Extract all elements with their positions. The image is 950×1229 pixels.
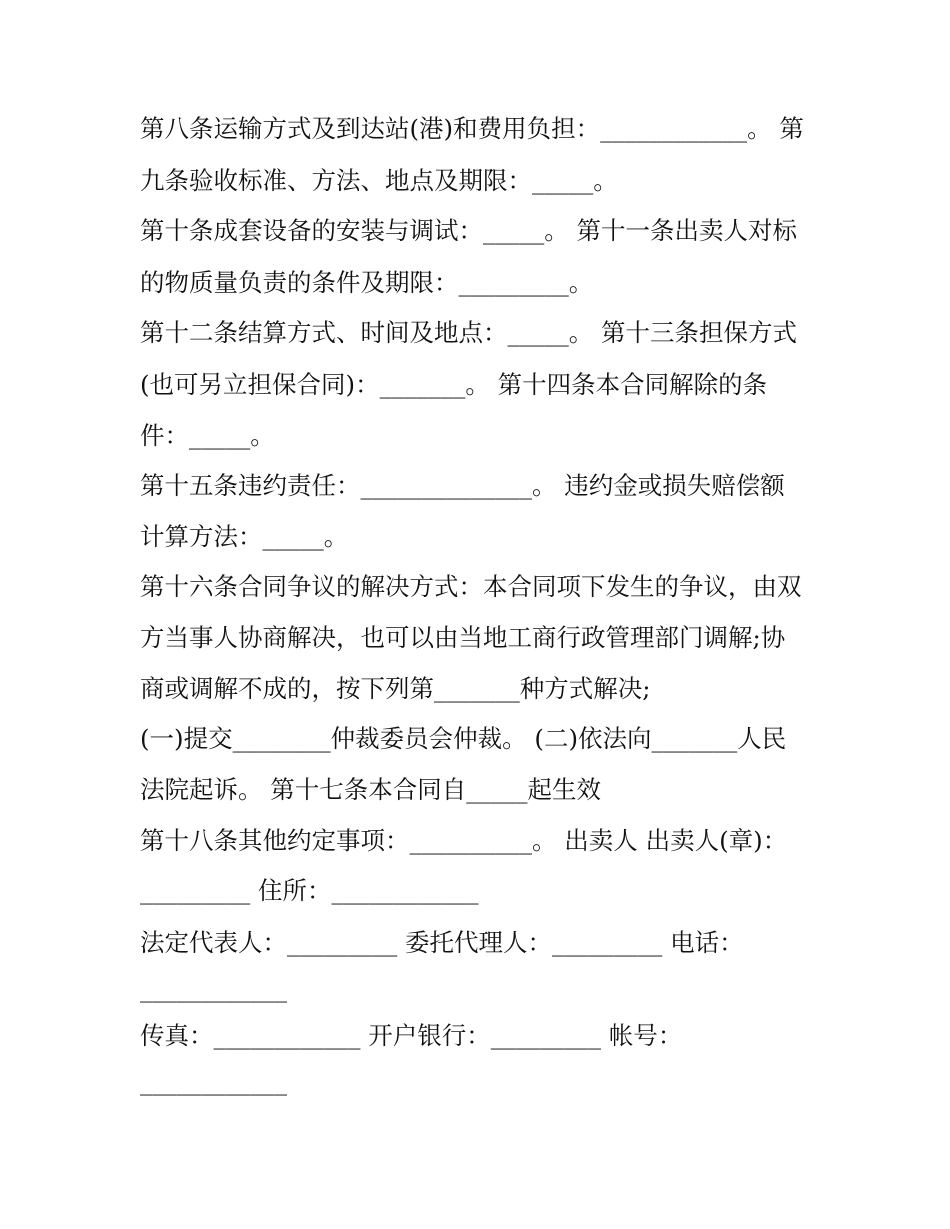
text-line: 法定代表人：_________ 委托代理人：_________ 电话： — [140, 928, 744, 957]
text-line: (也可另立担保合同)：_______。 第十四条本合同解除的条 — [140, 370, 768, 399]
text-line: 方当事人协商解决，也可以由当地工商行政管理部门调解;协 — [140, 623, 786, 652]
text-line: 法院起诉。 第十七条本合同自_____起生效 — [140, 775, 602, 804]
text-line: ____________ — [140, 1067, 287, 1096]
text-line: 第十六条合同争议的解决方式：本合同项下发生的争议，由双 — [140, 572, 802, 601]
text-line: 的物质量负责的条件及期限：_________。 — [140, 268, 594, 297]
text-line: _________ 住所：____________ — [140, 876, 479, 905]
text-line: 第十五条违约责任：______________。 违约金或损失赔偿额 — [140, 471, 785, 500]
text-line: (一)提交________仲裁委员会仲裁。 (二)依法向_______人民 — [140, 724, 787, 753]
text-line: 第八条运输方式及到达站(港)和费用负担：____________。 第 — [140, 114, 804, 143]
text-line: 九条验收标准、方法、地点及期限：_____。 — [140, 166, 618, 195]
text-line: 第十条成套设备的安装与调试：_____。 第十一条出卖人对标 — [140, 216, 798, 245]
text-line: 件：_____。 — [140, 421, 275, 450]
text-line: 第十八条其他约定事项：__________。 出卖人 出卖人(章)： — [140, 826, 788, 855]
text-line: 第十二条结算方式、时间及地点：_____。 第十三条担保方式 — [140, 318, 798, 347]
text-line: ____________ — [140, 974, 287, 1003]
text-line: 商或调解不成的，按下列第_______种方式解决; — [140, 674, 651, 703]
text-line: 传真：____________ 开户银行：_________ 帐号： — [140, 1021, 683, 1050]
text-line: 计算方法：_____。 — [140, 522, 349, 551]
